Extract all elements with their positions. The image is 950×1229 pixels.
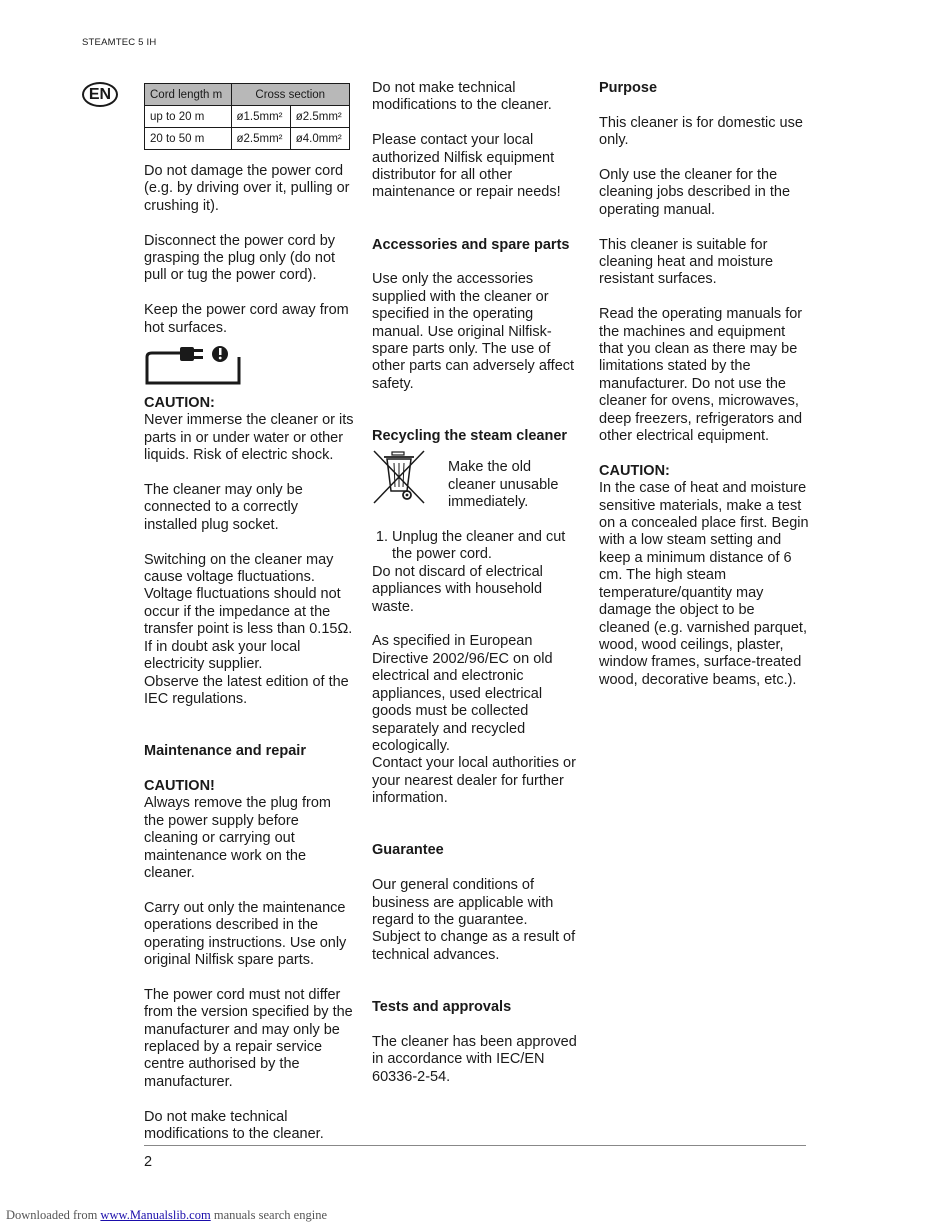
paragraph: In the case of heat and moisture sensitive materials, make a test on a concealed place first. Begin with a low steam setting and keep a minimum distance of 6 cm. The high steam temperature/quantity may damage the object to be cleaned (e.g. varnished parquet, wood, wood ceilings, plaster, window frames, surface-treated wood, decorative beams, etc.). — [599, 480, 809, 688]
page-number: 2 — [144, 1154, 153, 1170]
paragraph: Our general conditions of business are applicable with regard to the guarantee. — [372, 877, 554, 928]
table-cell: ø4.0mm² — [290, 128, 349, 150]
paragraph: This cleaner is for domestic use only. — [599, 114, 803, 149]
caution-label: CAUTION! — [144, 777, 215, 794]
cord-length-table — [144, 83, 350, 150]
paragraph: Disconnect the power cord by grasping the plug only (do not pull or tug the power cord). — [144, 232, 336, 284]
paragraph: The power cord must not differ from the version specified by the manufacturer and may only be replaced by a repair service centre authorised by the manufacturer. — [144, 986, 353, 1090]
paragraph: Do not make technical modifications to the cleaner. — [372, 80, 552, 114]
paragraph: Observe the latest edition of the IEC regulations. — [144, 673, 349, 707]
download-prefix: Downloaded from — [6, 1208, 98, 1222]
section-heading-guarantee: Guarantee — [372, 842, 444, 859]
table-header-row — [145, 84, 350, 106]
caution-label: CAUTION: — [144, 395, 215, 412]
download-credit — [6, 1208, 327, 1223]
paragraph: Subject to change as a result of technical advances. — [372, 929, 576, 963]
table-cell: ø2.5mm² — [290, 106, 349, 128]
recycle-notice — [372, 449, 582, 511]
footer-divider — [144, 1145, 806, 1146]
paragraph: Switching on the cleaner may cause voltage fluctuations. Voltage fluctuations should not occur if the impedance at the transfer point is less than 0.15Ω. If in doubt ask your local electricity supplier. — [144, 551, 353, 673]
paragraph: Do not damage the power cord (e.g. by driving over it, pulling or crushing it). — [144, 163, 350, 214]
language-badge: EN — [82, 82, 118, 107]
paragraph: Do not make technical modifications to the cleaner. — [144, 1108, 324, 1142]
section-heading-tests: Tests and approvals — [372, 998, 512, 1015]
recycle-text: Make the old cleaner unusable immediately. — [448, 459, 559, 511]
list-item: 1. Unplug the cleaner and cut the power cord. — [392, 529, 582, 564]
section-heading-accessories: Accessories and spare parts — [372, 236, 570, 253]
paragraph: Read the operating manuals for the machines and equipment that you clean as there may be limitations stated by the manufacturer. Do not use the cleaner for ovens, microwaves, deep freezers, refrigerators and other electrical equipment. — [599, 306, 803, 445]
table-row — [145, 106, 350, 128]
paragraph: Contact your local authorities or your nearest dealer for further information. — [372, 755, 576, 807]
table-cell: 20 to 50 m — [145, 128, 232, 150]
table-cell: up to 20 m — [145, 106, 232, 128]
paragraph: Please contact your local authorized Nilfisk equipment distributor for all other maintenance or repair needs! — [372, 132, 561, 201]
section-heading-recycling: Recycling the steam cleaner — [372, 428, 568, 445]
step-list — [372, 529, 582, 564]
crossed-out-wheelie-bin-icon — [372, 449, 426, 505]
section-heading-purpose: Purpose — [599, 80, 658, 96]
paragraph: The cleaner may only be connected to a correctly installed plug socket. — [144, 482, 303, 533]
table-row — [145, 128, 350, 150]
paragraph: Do not discard of electrical appliances with household waste. — [372, 563, 543, 615]
column-left — [144, 163, 354, 1161]
hot-surface-plug-icon — [144, 337, 244, 389]
paragraph: The cleaner has been approved in accordance with IEC/EN 60336-2-54. — [372, 1033, 577, 1085]
table-cell: ø2.5mm² — [231, 128, 290, 150]
paragraph: Only use the cleaner for the cleaning jobs described in the operating manual. — [599, 167, 791, 218]
paragraph: Always remove the plug from the power supply before cleaning or carrying out maintenance work on the cleaner. — [144, 795, 331, 881]
column-right — [599, 80, 809, 707]
download-suffix: manuals search engine — [213, 1208, 327, 1222]
paragraph: Never immerse the cleaner or its parts in or under water or other liquids. Risk of electric shock. — [144, 412, 354, 464]
manualslib-link[interactable]: www.Manualslib.com — [100, 1208, 211, 1222]
document-header: STEAMTEC 5 IH — [82, 37, 157, 48]
paragraph: As specified in European Directive 2002/96/EC on old electrical and electronic appliances, used electrical goods must be collected separately and recycled ecologically. — [372, 633, 553, 754]
section-heading-maintenance: Maintenance and repair — [144, 743, 306, 760]
column-middle — [372, 80, 582, 1103]
table-cell: ø1.5mm² — [231, 106, 290, 128]
caution-label: CAUTION: — [599, 462, 670, 479]
table-header-cross-section: Cross section — [231, 84, 350, 106]
paragraph: Use only the accessories supplied with the cleaner or specified in the operating manual. Use original Nilfisk-spare parts only. The use of other parts can adversely affect safety. — [372, 271, 575, 392]
paragraph: This cleaner is suitable for cleaning heat and moisture resistant surfaces. — [599, 236, 774, 288]
table-header-cord-length: Cord length m — [145, 84, 232, 106]
paragraph: Carry out only the maintenance operations described in the operating instructions. Use only original Nilfisk spare parts. — [144, 899, 347, 968]
paragraph: Keep the power cord away from hot surfaces. — [144, 302, 349, 336]
